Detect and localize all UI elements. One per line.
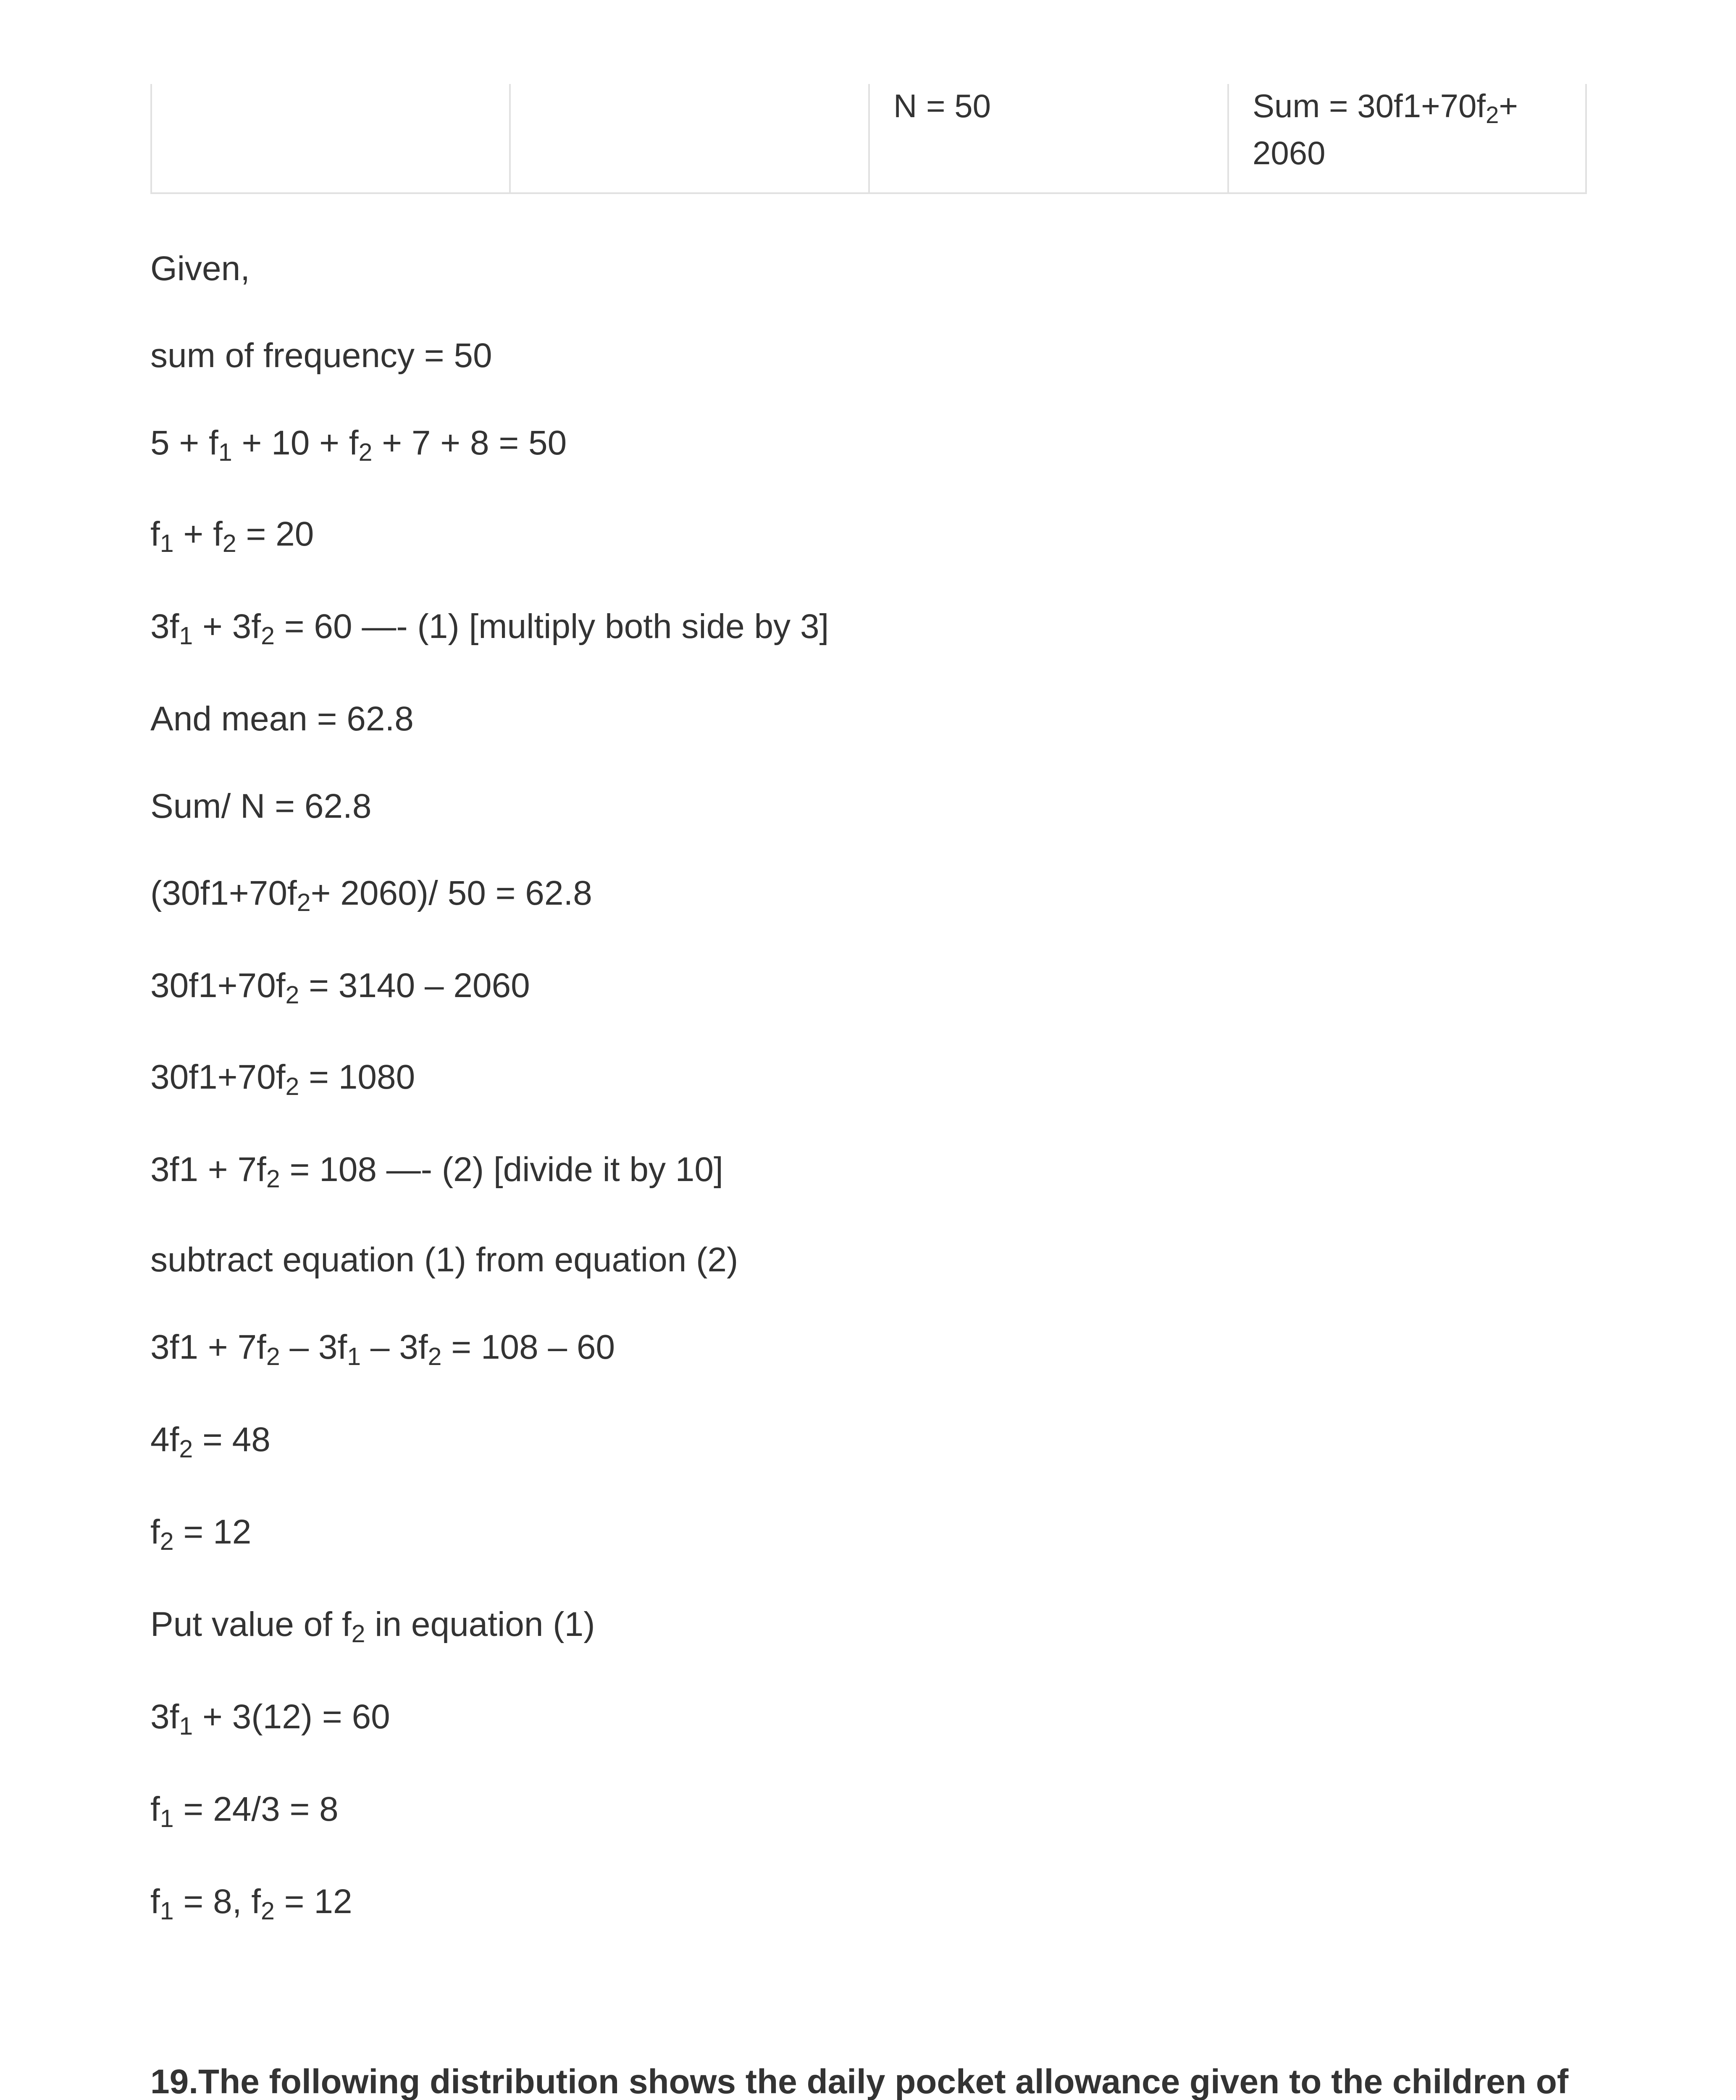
solution-line: $30f1+70f_2 = 1080$ [150,1058,415,1100]
solution-line: $4f_2 = 48$ [150,1420,271,1463]
solution-line: $f_1 = 24/3 = 8$ [150,1790,339,1832]
table-divider [509,84,511,192]
solution-line: $3f_1 + 3f_2 = 60$ —- (1) [multiply both side by 3] [150,607,829,650]
solution-line: Sum/ N = 62.8 [150,787,372,825]
solution-line: $3f1 + 7f_2 - 3f_1 - 3f_2 = 108 - 60$ [150,1328,615,1370]
sum-cell: Sum = $30f1+70f_2+$ 2060 [1253,87,1518,171]
table-divider [1227,84,1229,192]
solution-line: $(30f1+70f_2+ 2060)/$ 50 = 62.8 [150,874,592,916]
solution-line: $3f_1 + 3(12) = 60$ [150,1698,390,1740]
solution-line: $5 + f_1 + 10 + f_2 + 7 + 8 = 50$ [150,424,567,466]
solution-line: Given, [150,249,250,288]
table-divider [868,84,870,192]
solution-line: subtract equation (1) from equation (2) [150,1241,738,1279]
solution-line: sum of frequency = 50 [150,336,492,375]
solution-line: Put value of $f_2$ in equation (1) [150,1605,595,1648]
solution-line: $3f1 + 7f_2 = 108$ —- (2) [divide it by 10] [150,1150,723,1193]
frequency-table-bottom-row [150,84,1587,194]
solution-line: $f_2 = 12$ [150,1513,252,1555]
n-total-cell: N = 50 [893,87,991,124]
solution-line: And mean = 62.8 [150,700,414,738]
solution-line: $f_1 + f_2 = 20$ [150,515,314,557]
question-19: 19.The following distribution shows the daily pocket allowance given to the children of [150,2063,1569,2100]
solution-line: $30f1+70f_2 = 3140 - 2060$ [150,966,530,1009]
solution-line: $f_1 = 8$, $f_2 = 12$ [150,1882,352,1925]
